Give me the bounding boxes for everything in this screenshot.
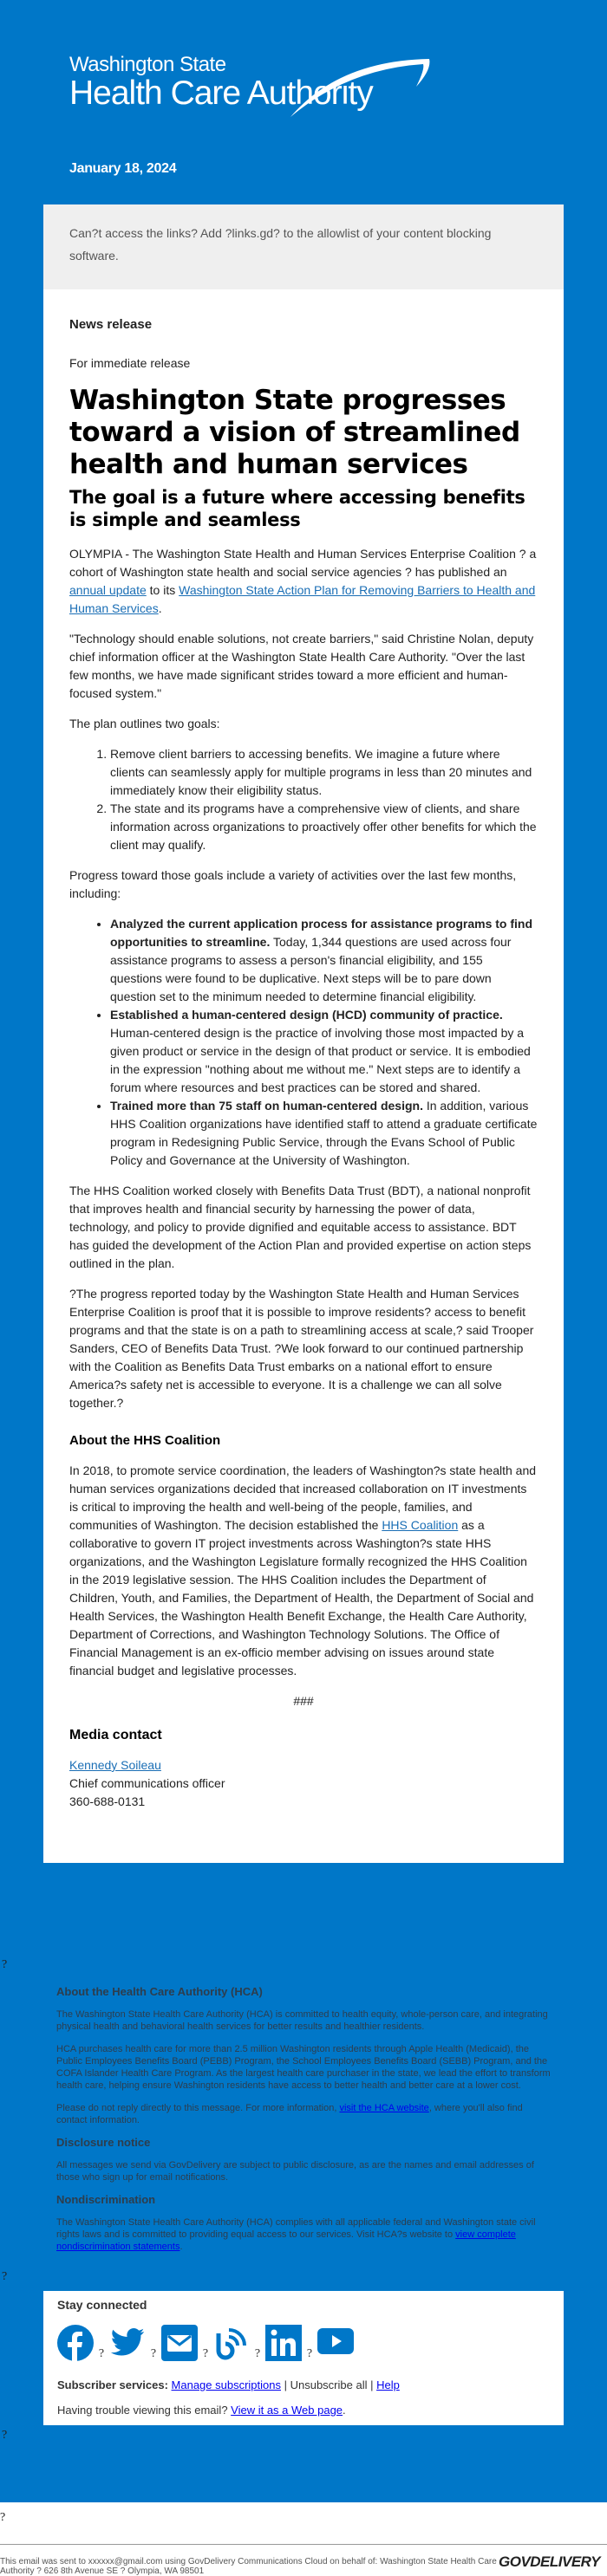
- contact-title: Chief communications officer: [69, 1776, 225, 1790]
- about-hca-heading: About the Health Care Authority (HCA): [56, 1985, 263, 1998]
- stay-connected: [43, 2291, 564, 2425]
- hca-logo: Washington State Health Care Authority: [69, 54, 607, 128]
- list-item: • Established a human-centered design (HCD) community of practice. Human-centered design is the practice of involving those most impacted by a given product or service in the design of that product or service. It is embodied in the expression "nothing about me without me." Next steps are to identify a forum where resources and best practices can be stored and shared.: [110, 1006, 538, 1097]
- goals-list: [110, 745, 538, 854]
- media-contact: [69, 1756, 538, 1811]
- disclosure-heading: Disclosure notice: [56, 2136, 151, 2149]
- link-notice: Can?t access the links? Add ?links.gd? to the allowlist of your content blocking software.: [43, 204, 564, 289]
- view-web-page-link[interactable]: View it as a Web page: [231, 2404, 343, 2417]
- footer-about: About the Health Care Authority (HCA) The Washington State Health Care Authority (HCA) is committed to health equity, whole-person care, and integrating physical health and behavioral health services for better results and healthier residents. HCA purchases health care for more than 2.5 million Washington residents through Apple Health (Medicaid), the Public Employees Benefits Board (PEBB) Program, the School Employees Benefits Board (SEBB) Program, and the COFA Islander Health Care Program. As the largest health care purchaser in the state, we lead the effort to transform health care, helping ensure Washington residents have access to better health and better care at a lower cost. Please do not reply directly to this message. For more information, visit the HCA website, where you'll also find contact information. Disclosure notice All messages we send via GovDelivery are subject to public disclosure, as are the names and email addresses of those who sign up for email notifications. Nondiscrimination The Washington State Health Care Authority (HCA) complies with all applicable federal and Washington state civil rights laws and is committed to providing equal access to our services. Visit HCA?s website to view complete nondiscrimination statements.: [56, 1985, 551, 2252]
- sent-notice: This email was sent to xxxxxx@gmail.com using GovDelivery Communications Cloud on behalf of: Washington State Health Care Authority ? 626 8th Avenue SE ? Olympia, WA 98501: [0, 2557, 497, 2576]
- contact-phone: 360-688-0131: [69, 1794, 146, 1808]
- list-item: • Trained more than 75 staff on human-centered design. In addition, various HHS Coalition organizations have identified staff to attend a graduate certificate program in Redesigning Public Service, through the Evans School of Public Policy and Governance at the University of Washington.: [110, 1097, 538, 1170]
- facebook-icon[interactable]: [57, 2325, 94, 2361]
- subscriber-services: Subscriber services: Manage subscriptions | Unsubscribe all | Help: [57, 2378, 400, 2391]
- hhs-coalition-link[interactable]: HHS Coalition: [382, 1518, 459, 1532]
- help-link[interactable]: Help: [376, 2378, 400, 2391]
- paragraph-about-hhs: In 2018, to promote service coordination, the leaders of Washington?s state health and human services organizations decided that increased collaboration on IT investments is critical to improving the health and well-being of the people, families, and communities of Washington. The decision established the HHS Coalition as a collaborative to govern IT project investments across Washington?s state HHS organizations, and the Washington Legislature formally recognized the HHS Coalition in the 2019 legislative session. The HHS Coalition includes the Department of Children, Youth, and Families, the Department of Health, the Department of Social and Health Services, the Washington Health Benefit Exchange, the Health Care Authority, Department of Corrections, and Washington Technology Solutions. The Office of Financial Management is an ex-officio member advising on issues around state financial budget and legislative processes.: [69, 1463, 537, 1677]
- email-icon[interactable]: [161, 2325, 198, 2361]
- youtube-icon[interactable]: [317, 2325, 354, 2361]
- linkedin-icon[interactable]: [265, 2325, 302, 2361]
- list-item: 2. The state and its programs have a comprehensive view of clients, and share information across organizations to proactively offer other benefits for which the client may qualify.: [110, 800, 538, 854]
- nondiscrimination-heading: Nondiscrimination: [56, 2193, 156, 2206]
- contact-name-link[interactable]: Kennedy Soileau: [69, 1758, 161, 1772]
- about-hhs-heading: About the HHS Coalition: [69, 1433, 221, 1448]
- hca-website-link[interactable]: visit the HCA website: [339, 2103, 429, 2113]
- paragraph-progress: Progress toward those goals include a variety of activities over the last few months, including:: [69, 868, 517, 900]
- blog-icon[interactable]: [213, 2325, 250, 2361]
- delivery-footer: ? This email was sent to xxxxxx@gmail.com using GovDelivery Communications Cloud on behalf of: Washington State Health Care Authority ? 626 8th Avenue SE ? Olympia, WA 98501 GOVDELIVERY: [0, 2502, 607, 2576]
- activities-list: [110, 915, 538, 1170]
- list-item: 1. Remove client barriers to accessing benefits. We imagine a future where clients can seamlessly apply for multiple programs in less than 20 minutes and immediately know their eligibility status.: [110, 745, 538, 800]
- nondiscrimination-link[interactable]: view complete nondiscrimination statements: [56, 2229, 516, 2252]
- list-item: • Analyzed the current application process for assistance programs to find opportunities to streamline. Today, 1,344 questions are used across four assistance programs to assess a person's financial eligibility, and 155 questions were found to be duplicative. Next steps will be to pare down question set to the minimum needed to determine financial eligibility.: [110, 915, 538, 1006]
- release-date: January 18, 2024: [69, 161, 177, 176]
- paragraph-intro: OLYMPIA - The Washington State Health and Human Services Enterprise Coalition ? a cohort of Washington state health and social service agencies ? has published an annual update to its Washington State Action Plan for Removing Barriers to Health and Human Services.: [69, 547, 537, 615]
- article-card: [43, 204, 564, 1863]
- end-mark: ###: [293, 1694, 314, 1708]
- paragraph-goals-intro: The plan outlines two goals:: [69, 717, 220, 730]
- stay-connected-heading: Stay connected: [57, 2298, 147, 2312]
- page-subtitle: The goal is a future where accessing benefits is simple and seamless: [69, 487, 525, 530]
- logo-swoosh-icon: [286, 52, 434, 121]
- article-body: [43, 289, 564, 1863]
- manage-subscriptions-link[interactable]: Manage subscriptions: [171, 2378, 281, 2391]
- action-plan-link[interactable]: Washington State Action Plan for Removing Barriers to Health and Human Services: [69, 583, 536, 615]
- govdelivery-logo: GOVDELIVERY: [499, 2553, 600, 2570]
- news-release-label: News release: [69, 317, 153, 332]
- paragraph-quote: "Technology should enable solutions, not create barriers," said Christine Nolan, deputy chief information officer at the Washington State Health Care Authority. "Over the last few months, we have made significant strides toward a more efficient and human-focused system.": [69, 632, 534, 700]
- paragraph-bdt: The HHS Coalition worked closely with Benefits Data Trust (BDT), a national nonprofit that improves health and financial security by harnessing the power of data, technology, and policy to provide dignified and equitable access to assistance. BDT has guided the development of the Action Plan and provided expertise on action steps outlined in the plan.: [69, 1184, 532, 1270]
- annual-update-link[interactable]: annual update: [69, 583, 147, 597]
- page-title: Washington State progresses toward a vision of streamlined health and human services: [69, 385, 520, 480]
- release-type: For immediate release: [69, 356, 191, 370]
- web-version: Having trouble viewing this email? View it as a Web page.: [57, 2404, 346, 2417]
- media-contact-heading: Media contact: [69, 1728, 162, 1742]
- paragraph-bdt-quote: ?The progress reported today by the Washington State Health and Human Services Enterprise Coalition is proof that it is possible to improve residents? access to benefit programs and that the state is on a path to streamlining access at scale,? said Trooper Sanders, CEO of Benefits Data Trust. ?We look forward to our continued partnership with the Coalition as Benefits Data Trust embarks on a national effort to ensure America?s safety net is accessible to everyone. It is a challenge we can all solve together.?: [69, 1287, 534, 1410]
- footer: ? About the Health Care Authority (HCA) The Washington State Health Care Authority (HCA) is committed to health equity, whole-person care, and integrating physical health and behavioral health services for better results and healthier residents. HCA purchases health care for more than 2.5 million Washington residents through Apple Health (Medicaid), the Public Employees Benefits Board (PEBB) Program, the School Employees Benefits Board (SEBB) Program, and the COFA Islander Health Care Program. As the largest health care purchaser in the state, we lead the effort to transform health care, helping ensure Washington residents have access to better health and better care at a lower cost. Please do not reply directly to this message. For more information, visit the HCA website, where you'll also find contact information. Disclosure notice All messages we send via GovDelivery are subject to public disclosure, as are the names and email addresses of those who sign up for email notifications. Nondiscrimination The Washington State Health Care Authority (HCA) complies with all applicable federal and Washington state civil rights laws and is committed to providing equal access to our services. Visit HCA?s website to view complete nondiscrimination statements. ? Stay connected ? ? ? ? ? Subscriber services: Manage subscriptions | Unsubscribe all | Help Having trouble viewing this email? View it as a Web page. ?: [0, 1863, 607, 2443]
- twitter-icon[interactable]: [109, 2325, 146, 2361]
- social-icons: ? ? ? ? ?: [57, 2325, 550, 2361]
